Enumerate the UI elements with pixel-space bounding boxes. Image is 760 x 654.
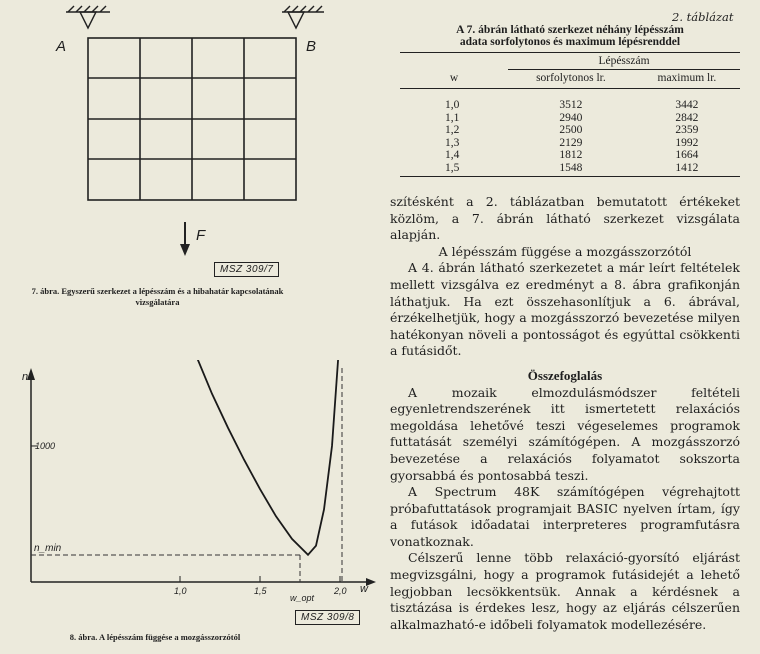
- y-axis-arrow: [27, 368, 35, 380]
- force-label-f: F: [196, 227, 206, 244]
- x-tick-label: 1,0: [174, 586, 187, 596]
- support-label-a: A: [56, 38, 67, 55]
- y-tick-label: 1000: [35, 440, 56, 451]
- fig8-chart: [0, 360, 380, 610]
- fig7-stamp: MSZ 309/7: [214, 262, 279, 277]
- section-heading-2: Összefoglalás: [527, 367, 603, 383]
- cell-sorfolytonos: 1812: [559, 149, 583, 161]
- fig8-stamp: MSZ 309/8: [295, 610, 360, 625]
- y-axis-label: n: [22, 371, 29, 383]
- table-title-line-2: adata sorfolytonos és maximum lépésrenddel: [459, 36, 681, 48]
- x-tick-label: 2,0: [334, 586, 347, 596]
- data-table: [400, 52, 740, 177]
- cell-maximum: 2359: [675, 124, 699, 136]
- paragraph-4: A Spectrum 48K számítógépen végrehajtott próbafuttatások programjait BASIC nyelven írtam, így a futások időadatai interpreteres programfutásra vonatkoznak.: [390, 484, 740, 549]
- cell-w: 1,4: [445, 149, 460, 161]
- cell-maximum: 1664: [675, 149, 699, 161]
- cell-w: 1,1: [445, 111, 460, 124]
- cell-maximum: 1412: [675, 161, 699, 174]
- x-axis-label: w: [360, 583, 368, 595]
- table-row: [400, 149, 740, 162]
- support-label-b: B: [306, 38, 317, 55]
- paragraph-3: A mozaik elmozdulásmódszer feltételi egyenletrendszerének itt ismertetett relaxációs megoldása lehetővé teszi végeselemes programok futtatását személyi számítógépen. A mozgásszorzó bevezetése a relaxációs folyamatot sokszorta gyorsabbá és pontosabbá teszi.: [390, 384, 740, 483]
- cell-w: 1,0: [445, 99, 460, 111]
- column-header-w: w: [449, 71, 459, 84]
- table-title-line-1: A 7. ábrán látható szerkezet néhány lépésszám: [456, 24, 684, 36]
- x-tick-label: 1,5: [254, 586, 267, 596]
- column-header-maximum: maximum lr.: [657, 72, 717, 84]
- fig8-caption: 8. ábra. A lépésszám függése a mozgásszorzótól: [69, 632, 241, 642]
- cell-sorfolytonos: 2940: [559, 111, 583, 124]
- table-row: [400, 99, 740, 112]
- body-text: [390, 194, 740, 633]
- paragraph-2: A 4. ábrán látható szerkezetet a már leírt feltételek mellett vizsgálva ez eredményt a 8. ábra grafikonján láthatjuk. Ha ezt összehasonlítjuk a 6. ábrával, érzékelhetjük, hogy a mozgásszorzó bevezetése milyen hatékonyan növeli a pontosságot és egyúttal csökkenti a futásidőt.: [390, 260, 740, 359]
- cell-w: 1,3: [445, 136, 460, 149]
- nmin-annotation: n_min: [34, 543, 62, 554]
- table-title: [400, 24, 740, 48]
- paragraph-1: szítésként a 2. táblázatban bemutatott értékeket közlöm, a 7. ábrán látható szerkezet vizsgálata alapján.: [390, 194, 740, 243]
- wopt-annotation: w_opt: [290, 593, 315, 603]
- table-number: 2. táblázat: [672, 10, 734, 24]
- paragraph-5: Célszerű lenne több relaxáció-gyorsító eljárást megvizsgálni, hogy a programok futásidejét a lehető legjobban lecsökkentsük. Annak a kérdésnek a tisztázása is érdekes lesz, hogy az eljárás célszerűen alkalmazható-e időbeli folyamatok modellezésére.: [390, 550, 740, 632]
- table-row: [400, 124, 740, 137]
- table-row: [400, 137, 740, 150]
- cell-w: 1,5: [445, 161, 460, 174]
- cell-sorfolytonos: 2500: [559, 124, 583, 136]
- table-row: [400, 112, 740, 125]
- cell-sorfolytonos: 2129: [559, 136, 583, 149]
- cell-maximum: 2842: [675, 111, 699, 124]
- table-row: [400, 162, 740, 175]
- section-heading-1: A lépésszám függése a mozgásszorzótól: [438, 243, 692, 259]
- group-header: Lépésszám: [508, 53, 740, 70]
- cell-sorfolytonos: 1548: [559, 161, 583, 174]
- cell-maximum: 3442: [675, 99, 699, 111]
- cell-sorfolytonos: 3512: [559, 99, 583, 111]
- cell-w: 1,2: [445, 124, 460, 136]
- fig7-caption: 7. ábra. Egyszerű szerkezet a lépésszám és a hibahatár kapcsolatának vizsgálatára: [31, 286, 284, 307]
- cell-maximum: 1992: [675, 136, 699, 149]
- column-header-sorfolytonos: sorfolytonos lr.: [536, 72, 606, 84]
- series-line-n: [180, 360, 340, 555]
